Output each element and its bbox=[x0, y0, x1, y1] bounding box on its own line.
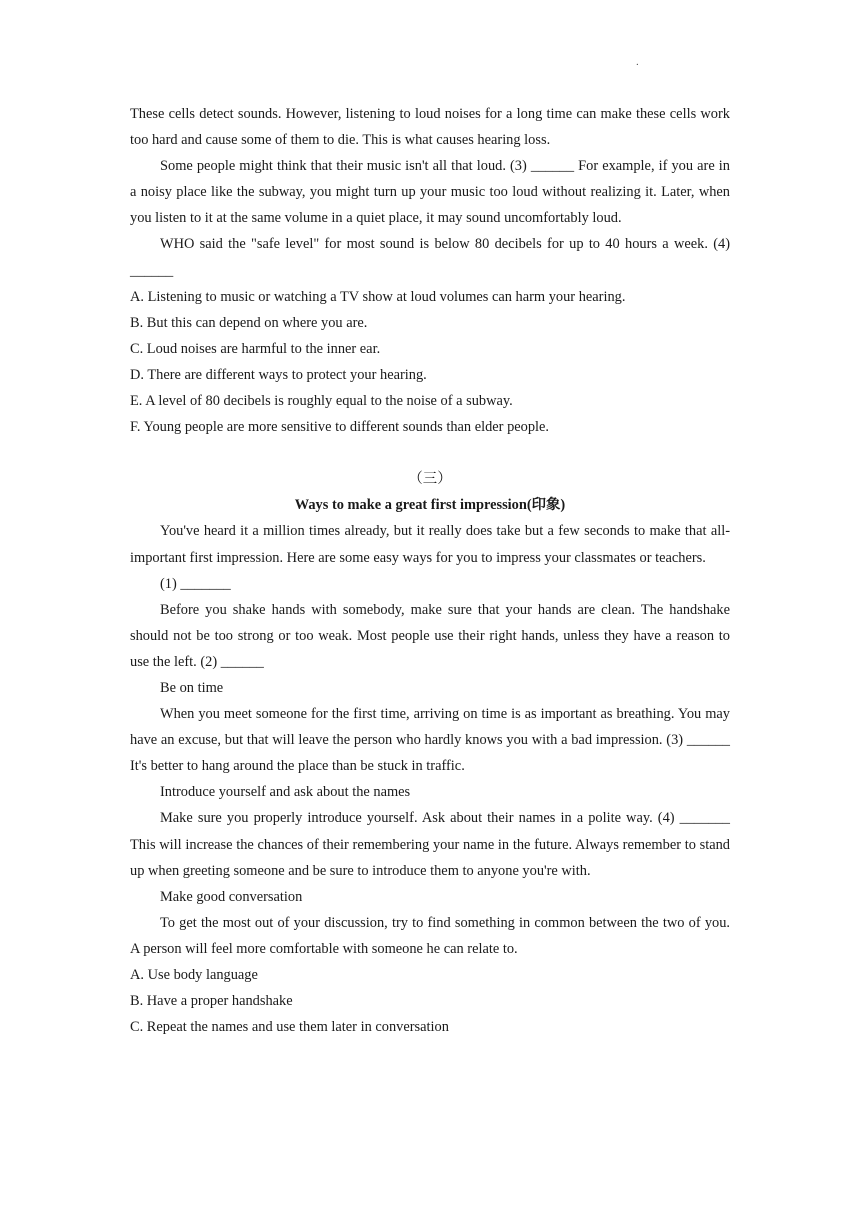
passage3-heading-names: Introduce yourself and ask about the names bbox=[160, 784, 411, 801]
passage3-heading-on-time: Be on time bbox=[160, 679, 224, 696]
passage3-blank-1: (1) _______ bbox=[160, 575, 231, 592]
passage2-paragraph-2: Some people might think that their music isn't all that loud. (3) ______ For example, if you are in a noisy place like the subway, you might turn up your music too loud without realizing it. Later, when you listen to it at the same volume in a quiet place, it may sound uncomfortably loud. bbox=[130, 158, 730, 227]
document-page bbox=[130, 101, 730, 1040]
passage2-option-c: C. Loud noises are harmful to the inner ear. bbox=[130, 340, 381, 357]
passage3-names-paragraph: Make sure you properly introduce yourself. Ask about their names in a polite way. (4) _______ This will increase the chances of their remembering your name in the future. Always remember to stand up when greeting someone and be sure to introduce them to anyone you're with. bbox=[130, 810, 730, 879]
passage3-handshake-paragraph: Before you shake hands with somebody, make sure that your hands are clean. The handshake should not be too strong or too weak. Most people use their right hands, unless they have a reason to use the left. (2) ______ bbox=[130, 601, 730, 670]
passage2-paragraph-3: WHO said the "safe level" for most sound is below 80 decibels for up to 40 hours a week. (4) ______ bbox=[130, 236, 730, 279]
passage2-option-f: F. Young people are more sensitive to different sounds than elder people. bbox=[130, 419, 550, 436]
passage2-option-e: E. A level of 80 decibels is roughly equal to the noise of a subway. bbox=[130, 393, 513, 410]
passage2-option-a: A. Listening to music or watching a TV show at loud volumes can harm your hearing. bbox=[130, 288, 626, 305]
passage3-conversation-paragraph: To get the most out of your discussion, try to find something in common between the two of you. A person will feel more comfortable with someone he can relate to. bbox=[130, 914, 730, 957]
passage3-title: Ways to make a great first impression(印象) bbox=[294, 497, 566, 514]
passage2-option-d: D. There are different ways to protect your hearing. bbox=[130, 366, 427, 383]
passage3-option-b: B. Have a proper handshake bbox=[130, 993, 293, 1010]
passage2-paragraph-1: These cells detect sounds. However, listening to loud noises for a long time can make these cells work too hard and cause some of them to die. This is what causes hearing loss. bbox=[130, 106, 730, 149]
header-dot: . bbox=[636, 56, 639, 68]
passage2-option-b: B. But this can depend on where you are. bbox=[130, 314, 368, 331]
passage3-option-a: A. Use body language bbox=[130, 967, 258, 983]
passage3-intro: You've heard it a million times already, but it really does take but a few seconds to make that all-important first impression. Here are some easy ways for you to impress your classmates or teachers. bbox=[130, 523, 730, 566]
passage3-heading-conversation: Make good conversation bbox=[160, 888, 303, 905]
section-mark: （三） bbox=[408, 471, 452, 488]
passage3-on-time-paragraph: When you meet someone for the first time, arriving on time is as important as breathing. You may have an excuse, but that will leave the person who hardly knows you with a bad impression. (3) ______ It's better to hang around the place than be stuck in traffic. bbox=[130, 706, 730, 775]
passage3-option-c: C. Repeat the names and use them later in conversation bbox=[130, 1019, 449, 1036]
